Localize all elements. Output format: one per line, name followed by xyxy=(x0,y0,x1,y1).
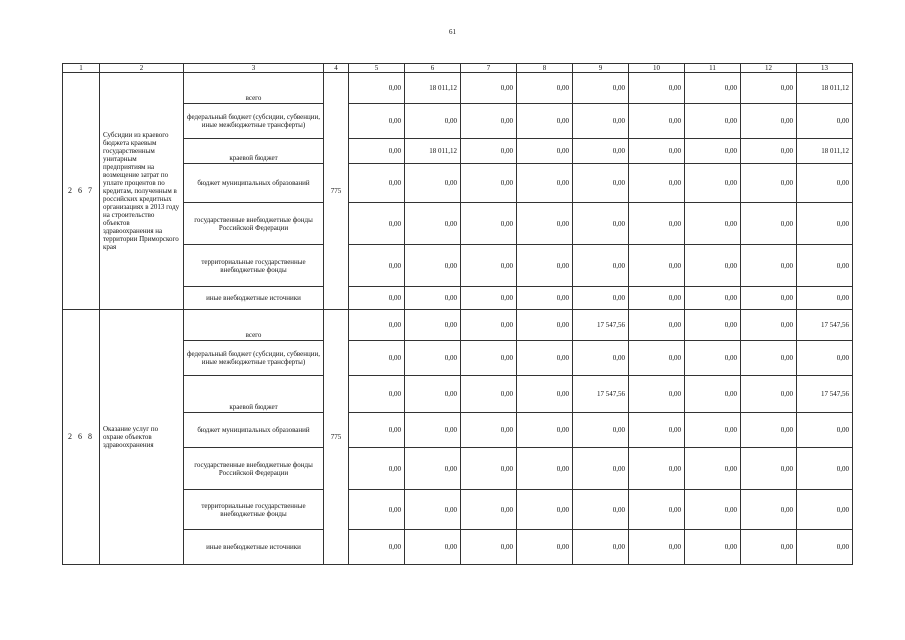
value-cell: 0,00 xyxy=(461,413,517,448)
value-cell: 0,00 xyxy=(741,73,797,104)
value-cell: 0,00 xyxy=(405,530,461,565)
table-row xyxy=(63,310,853,341)
header-cell: 2 xyxy=(100,64,184,73)
value-cell: 0,00 xyxy=(461,310,517,341)
value-cell: 0,00 xyxy=(461,203,517,245)
value-cell: 0,00 xyxy=(461,245,517,287)
value-cell: 0,00 xyxy=(405,490,461,530)
funding-source: иные внебюджетные источники xyxy=(184,530,324,565)
value-cell: 0,00 xyxy=(741,530,797,565)
value-cell: 0,00 xyxy=(629,245,685,287)
funding-source: всего xyxy=(184,73,324,104)
value-cell: 0,00 xyxy=(461,104,517,139)
value-cell: 0,00 xyxy=(629,164,685,203)
value-cell: 0,00 xyxy=(685,73,741,104)
value-cell: 0,00 xyxy=(461,287,517,310)
header-cell: 6 xyxy=(405,64,461,73)
value-cell: 17 547,56 xyxy=(573,310,629,341)
value-cell: 0,00 xyxy=(797,413,853,448)
value-cell: 0,00 xyxy=(685,413,741,448)
budget-table xyxy=(62,63,853,565)
value-cell: 0,00 xyxy=(741,139,797,164)
value-cell: 18 011,12 xyxy=(405,73,461,104)
header-cell: 9 xyxy=(573,64,629,73)
header-cell: 11 xyxy=(685,64,741,73)
value-cell: 0,00 xyxy=(741,245,797,287)
header-cell: 3 xyxy=(184,64,324,73)
record-index: 2 6 7 xyxy=(63,73,100,310)
value-cell: 0,00 xyxy=(517,376,573,413)
value-cell: 0,00 xyxy=(741,203,797,245)
value-cell: 0,00 xyxy=(517,448,573,490)
value-cell: 0,00 xyxy=(741,341,797,376)
value-cell: 0,00 xyxy=(349,310,405,341)
value-cell: 0,00 xyxy=(685,490,741,530)
value-cell: 0,00 xyxy=(349,376,405,413)
record-description: Оказание услуг по охране объектов здравоохранения xyxy=(100,310,184,565)
value-cell: 0,00 xyxy=(629,104,685,139)
value-cell: 0,00 xyxy=(685,341,741,376)
record-code: 775 xyxy=(324,73,349,310)
record-code: 775 xyxy=(324,310,349,565)
funding-source: государственные внебюджетные фонды Российской Федерации xyxy=(184,203,324,245)
value-cell: 0,00 xyxy=(797,341,853,376)
funding-source: иные внебюджетные источники xyxy=(184,287,324,310)
value-cell: 0,00 xyxy=(349,448,405,490)
value-cell: 0,00 xyxy=(349,413,405,448)
value-cell: 18 011,12 xyxy=(405,139,461,164)
value-cell: 0,00 xyxy=(685,530,741,565)
funding-source: территориальные государственные внебюджетные фонды xyxy=(184,490,324,530)
value-cell: 0,00 xyxy=(685,448,741,490)
value-cell: 0,00 xyxy=(461,164,517,203)
value-cell: 0,00 xyxy=(685,104,741,139)
funding-source: бюджет муниципальных образований xyxy=(184,164,324,203)
funding-source: бюджет муниципальных образований xyxy=(184,413,324,448)
table-row xyxy=(63,73,853,104)
funding-source: краевой бюджет xyxy=(184,139,324,164)
value-cell: 0,00 xyxy=(517,139,573,164)
value-cell: 0,00 xyxy=(405,341,461,376)
value-cell: 0,00 xyxy=(573,287,629,310)
value-cell: 0,00 xyxy=(573,490,629,530)
header-cell: 7 xyxy=(461,64,517,73)
header-cell: 8 xyxy=(517,64,573,73)
value-cell: 0,00 xyxy=(517,164,573,203)
value-cell: 0,00 xyxy=(797,203,853,245)
value-cell: 0,00 xyxy=(741,376,797,413)
value-cell: 0,00 xyxy=(741,104,797,139)
value-cell: 0,00 xyxy=(797,164,853,203)
value-cell: 0,00 xyxy=(685,376,741,413)
value-cell: 0,00 xyxy=(461,341,517,376)
value-cell: 0,00 xyxy=(405,245,461,287)
value-cell: 0,00 xyxy=(461,376,517,413)
value-cell: 0,00 xyxy=(349,490,405,530)
funding-source: территориальные государственные внебюджетные фонды xyxy=(184,245,324,287)
value-cell: 0,00 xyxy=(517,310,573,341)
value-cell: 0,00 xyxy=(685,310,741,341)
value-cell: 0,00 xyxy=(405,310,461,341)
value-cell: 0,00 xyxy=(461,530,517,565)
value-cell: 0,00 xyxy=(405,287,461,310)
value-cell: 0,00 xyxy=(349,287,405,310)
value-cell: 0,00 xyxy=(349,73,405,104)
value-cell: 0,00 xyxy=(517,245,573,287)
value-cell: 0,00 xyxy=(517,203,573,245)
value-cell: 0,00 xyxy=(573,413,629,448)
value-cell: 0,00 xyxy=(517,341,573,376)
value-cell: 0,00 xyxy=(573,341,629,376)
value-cell: 0,00 xyxy=(517,413,573,448)
value-cell: 0,00 xyxy=(741,310,797,341)
value-cell: 0,00 xyxy=(797,448,853,490)
value-cell: 0,00 xyxy=(573,139,629,164)
value-cell: 0,00 xyxy=(461,139,517,164)
header-cell: 4 xyxy=(324,64,349,73)
value-cell: 0,00 xyxy=(629,139,685,164)
value-cell: 0,00 xyxy=(629,448,685,490)
value-cell: 0,00 xyxy=(461,448,517,490)
value-cell: 0,00 xyxy=(629,413,685,448)
value-cell: 0,00 xyxy=(573,104,629,139)
value-cell: 0,00 xyxy=(349,341,405,376)
value-cell: 0,00 xyxy=(405,413,461,448)
record-description: Субсидии из краевого бюджета краевым государственным унитарным предприятиям на возмещение затрат по уплате процентов по кредитам, полученным в российских кредитных организациях в 2013 году на строительство объектов здравоохранения на территории Приморского края xyxy=(100,73,184,310)
value-cell: 0,00 xyxy=(741,413,797,448)
value-cell: 0,00 xyxy=(797,530,853,565)
value-cell: 0,00 xyxy=(573,245,629,287)
value-cell: 0,00 xyxy=(517,287,573,310)
value-cell: 0,00 xyxy=(797,104,853,139)
header-cell: 1 xyxy=(63,64,100,73)
value-cell: 0,00 xyxy=(349,164,405,203)
value-cell: 0,00 xyxy=(741,490,797,530)
funding-source: государственные внебюджетные фонды Российской Федерации xyxy=(184,448,324,490)
value-cell: 0,00 xyxy=(685,139,741,164)
funding-source: федеральный бюджет (субсидии, субвенции, иные межбюджетные трансферты) xyxy=(184,341,324,376)
value-cell: 0,00 xyxy=(517,73,573,104)
value-cell: 0,00 xyxy=(797,287,853,310)
value-cell: 0,00 xyxy=(741,448,797,490)
header-cell: 10 xyxy=(629,64,685,73)
value-cell: 0,00 xyxy=(349,139,405,164)
value-cell: 0,00 xyxy=(685,245,741,287)
value-cell: 0,00 xyxy=(517,104,573,139)
value-cell: 0,00 xyxy=(629,530,685,565)
value-cell: 0,00 xyxy=(573,530,629,565)
value-cell: 0,00 xyxy=(685,203,741,245)
header-cell: 5 xyxy=(349,64,405,73)
value-cell: 0,00 xyxy=(629,203,685,245)
value-cell: 0,00 xyxy=(741,164,797,203)
value-cell: 18 011,12 xyxy=(797,139,853,164)
header-cell: 12 xyxy=(741,64,797,73)
value-cell: 0,00 xyxy=(405,104,461,139)
value-cell: 0,00 xyxy=(573,164,629,203)
header-cell: 13 xyxy=(797,64,853,73)
value-cell: 0,00 xyxy=(517,490,573,530)
value-cell: 0,00 xyxy=(573,448,629,490)
value-cell: 0,00 xyxy=(629,490,685,530)
record-index: 2 6 8 xyxy=(63,310,100,565)
header-row xyxy=(63,64,853,73)
value-cell: 0,00 xyxy=(685,287,741,310)
value-cell: 0,00 xyxy=(797,490,853,530)
funding-source: всего xyxy=(184,310,324,341)
funding-source: федеральный бюджет (субсидии, субвенции, иные межбюджетные трансферты) xyxy=(184,104,324,139)
value-cell: 0,00 xyxy=(517,530,573,565)
value-cell: 17 547,56 xyxy=(573,376,629,413)
value-cell: 17 547,56 xyxy=(797,310,853,341)
value-cell: 0,00 xyxy=(629,341,685,376)
value-cell: 0,00 xyxy=(405,203,461,245)
value-cell: 0,00 xyxy=(629,287,685,310)
page-number: 61 xyxy=(449,28,456,36)
value-cell: 0,00 xyxy=(797,245,853,287)
value-cell: 0,00 xyxy=(461,73,517,104)
value-cell: 0,00 xyxy=(349,104,405,139)
value-cell: 0,00 xyxy=(405,448,461,490)
funding-source: краевой бюджет xyxy=(184,376,324,413)
value-cell: 0,00 xyxy=(573,203,629,245)
value-cell: 0,00 xyxy=(741,287,797,310)
value-cell: 0,00 xyxy=(629,310,685,341)
value-cell: 18 011,12 xyxy=(797,73,853,104)
value-cell: 0,00 xyxy=(349,245,405,287)
value-cell: 0,00 xyxy=(685,164,741,203)
value-cell: 17 547,56 xyxy=(797,376,853,413)
value-cell: 0,00 xyxy=(629,73,685,104)
value-cell: 0,00 xyxy=(405,164,461,203)
value-cell: 0,00 xyxy=(349,530,405,565)
value-cell: 0,00 xyxy=(349,203,405,245)
value-cell: 0,00 xyxy=(405,376,461,413)
value-cell: 0,00 xyxy=(573,73,629,104)
value-cell: 0,00 xyxy=(461,490,517,530)
value-cell: 0,00 xyxy=(629,376,685,413)
